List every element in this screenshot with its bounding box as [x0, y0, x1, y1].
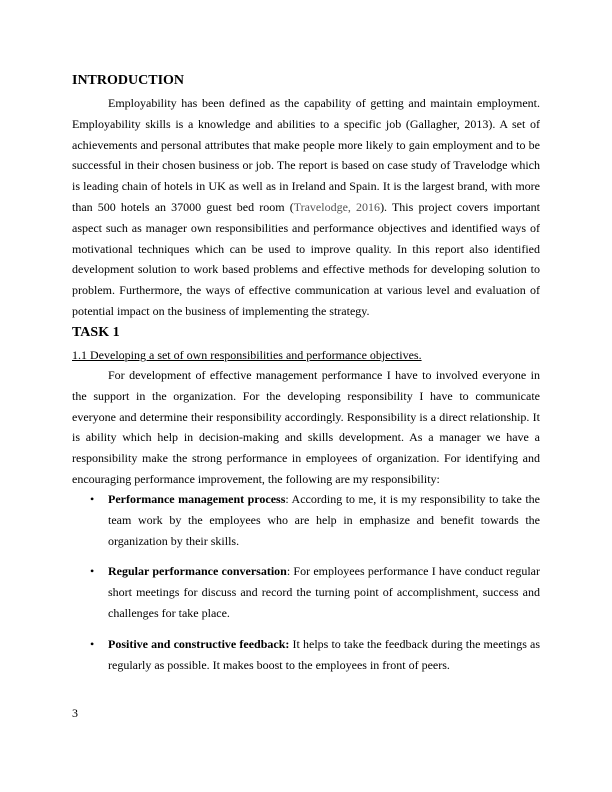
bullet-icon: •: [90, 564, 95, 579]
intro-heading: INTRODUCTION: [72, 73, 185, 88]
intro-text-end: ). This project covers important aspect such as manager own responsibilities and performance objectives and identified ways of motivational techniques which can be used to improve quality. In this report also identified development solution to work based problems and effective methods for developing solution to problem. Furthermore, the ways of effective communication at various level and evaluation of potential impact on the business of implementing the strategy.: [72, 199, 541, 318]
intro-text-start: Employability has been defined as the capability of getting and maintain employment. Employability skills is a knowledge and abilities to a specific job (Gallagher, 2013). A set of achievements and personal attributes that make people more likely to gain employment and to be successful in their chosen business or job. The report is based on case study of Travelodge which is leading chain of hotels in UK as well as in Ireland and Spain. It is the largest brand, with more than 500 hotels an 37000 guest bed room (: [72, 96, 540, 214]
list-item: [72, 561, 540, 623]
bullet-icon: •: [90, 636, 95, 651]
list-item: [72, 489, 540, 551]
task1-paragraph: [72, 365, 540, 490]
intro-paragraph: [72, 93, 540, 322]
list-item: [72, 634, 540, 676]
page-number: 3: [72, 706, 78, 720]
bullet-icon: •: [90, 492, 95, 506]
list-item-text: It helps to take the feedback during the meetings as regularly as possible. It makes boost to the employees in front of peers.: [108, 636, 540, 672]
list-item-text: : For employees performance I have conduct regular short meetings for discuss and record the turning point of accomplishment, success and challenges for take place.: [108, 564, 540, 620]
list-item-text: : According to me, it is my responsibility to take the team work by the employees who are help in emphasize and benefit towards the organization by their skills.: [108, 492, 540, 548]
task1-heading: TASK 1: [72, 325, 120, 340]
task1-paragraph-text: For development of effective management performance I have to involved everyone in the support in the organization. For the developing responsibility I have to communicate everyone and determine their responsibility accordingly. Responsibility is a direct relationship. It is ability which help in decision-making and skills development. As a manager we have a responsibility make the strong performance in employees of organization. For identifying and encouraging performance improvement, the following are my responsibility:: [72, 368, 540, 486]
list-item-term: Positive and constructive feedback:: [108, 636, 290, 651]
task1-subheading: 1.1 Developing a set of own responsibilities and performance objectives.: [72, 348, 422, 362]
list-item-term: Performance management process: [108, 492, 286, 506]
intro-citation: Travelodge, 2016: [293, 199, 381, 214]
list-item-term: Regular performance conversation: [108, 564, 287, 579]
responsibility-list: [72, 489, 540, 675]
